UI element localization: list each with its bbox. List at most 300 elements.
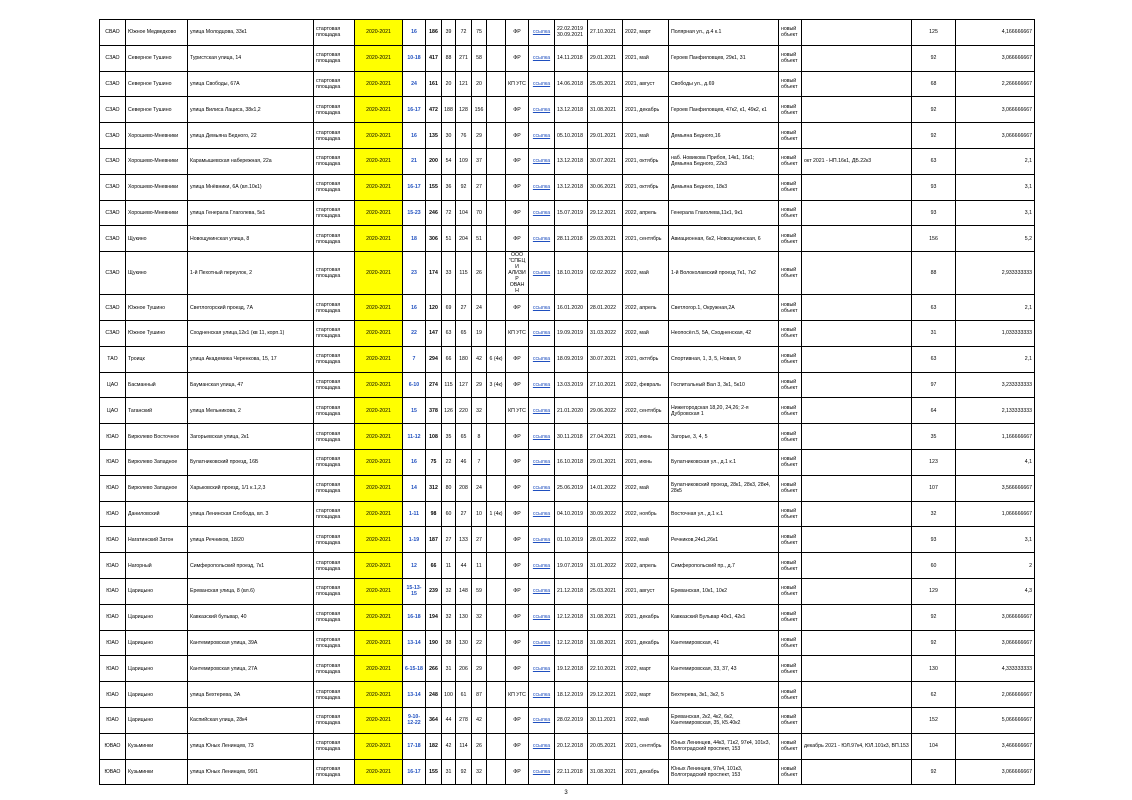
address-cell: Каспийская улица, 28к4 [188, 707, 314, 733]
fund-cell: ФР [506, 759, 529, 785]
target-address-cell: Юных Ленинцев, 97к4, 101к3, Волгоградский проспект, 153 [669, 759, 779, 785]
table-row [100, 759, 1035, 785]
fund-cell: КП УГС [506, 682, 529, 708]
count-cell: 66 [442, 346, 456, 372]
count-cell: 109 [456, 148, 472, 174]
address-cell: Бауманская улица, 47 [188, 372, 314, 398]
count-cell [487, 424, 506, 450]
date-cell: 02.02.2022 [588, 252, 623, 295]
stage-cell: 16-17 [403, 759, 426, 785]
stage-cell: 13-14 [403, 630, 426, 656]
source-link[interactable]: ссылка [532, 356, 551, 363]
ratio-cell: 2 [956, 553, 1035, 579]
date-cell: 31.08.2021 [588, 97, 623, 123]
source-link[interactable]: ссылка [532, 588, 551, 595]
count-cell [487, 449, 506, 475]
floors-cell: 190 [426, 630, 442, 656]
source-link[interactable]: ссылка [532, 743, 551, 750]
quantity-cell: 92 [912, 123, 956, 149]
date-cell: 29.01.2021 [588, 449, 623, 475]
date-cell: 25.03.2021 [588, 578, 623, 604]
count-cell: 26 [472, 733, 487, 759]
month-cell: 2021, октябрь [623, 346, 669, 372]
period-cell: 2020-2021 [355, 578, 403, 604]
status-cell: новый объект [779, 200, 802, 226]
site-type-cell: стартовая площадка [314, 733, 355, 759]
status-cell: новый объект [779, 578, 802, 604]
source-link[interactable]: ссылка [532, 433, 551, 440]
period-cell: 2020-2021 [355, 682, 403, 708]
month-cell: 2021, декабрь [623, 630, 669, 656]
source-link[interactable]: ссылка [532, 510, 551, 517]
count-cell [487, 200, 506, 226]
source-link[interactable]: ссылка [532, 381, 551, 388]
table-row [100, 148, 1035, 174]
date-cell: 19.12.2018 [555, 656, 588, 682]
address-cell: Новощукинская улица, 8 [188, 226, 314, 252]
date-cell: 25.05.2021 [588, 71, 623, 97]
month-cell: 2022, сентябрь [623, 398, 669, 424]
table-row [100, 449, 1035, 475]
floors-cell: 161 [426, 71, 442, 97]
date-cell: 31.08.2021 [588, 604, 623, 630]
count-cell: 31 [442, 759, 456, 785]
housing-table [99, 19, 1035, 785]
source-link[interactable]: ссылка [532, 665, 551, 672]
month-cell: 2021, октябрь [623, 148, 669, 174]
source-link[interactable]: ссылка [532, 270, 551, 277]
status-cell: новый объект [779, 759, 802, 785]
stage-cell: 23 [403, 252, 426, 295]
period-cell: 2020-2021 [355, 71, 403, 97]
count-cell: 27 [456, 295, 472, 321]
period-cell: 2020-2021 [355, 174, 403, 200]
target-address-cell: Кантемировская, 41 [669, 630, 779, 656]
table-row [100, 372, 1035, 398]
target-address-cell: Бехтерева, 3к1, 3к2, 5 [669, 682, 779, 708]
source-link[interactable]: ссылка [532, 80, 551, 87]
month-cell: 2021, декабрь [623, 604, 669, 630]
ratio-cell: 2,1 [956, 295, 1035, 321]
link-cell [529, 553, 555, 579]
count-cell: 220 [456, 398, 472, 424]
floors-cell: 312 [426, 475, 442, 501]
site-type-cell: стартовая площадка [314, 20, 355, 46]
okrug-cell: ЮВАО [100, 759, 126, 785]
site-type-cell: стартовая площадка [314, 424, 355, 450]
status-cell: новый объект [779, 682, 802, 708]
source-link[interactable]: ссылка [532, 29, 551, 36]
source-link[interactable]: ссылка [532, 407, 551, 414]
address-cell: Светлогорский проезд, 7А [188, 295, 314, 321]
count-cell [487, 123, 506, 149]
note-cell [802, 123, 912, 149]
status-cell: новый объект [779, 346, 802, 372]
date-cell: 18.12.2019 [555, 682, 588, 708]
count-cell: 29 [472, 372, 487, 398]
count-cell: 188 [442, 97, 456, 123]
address-cell: улица Мельникова, 2 [188, 398, 314, 424]
quantity-cell: 92 [912, 45, 956, 71]
address-cell: улица Мнёвники, 6А (вл.10к1) [188, 174, 314, 200]
source-link[interactable]: ссылка [532, 158, 551, 165]
period-cell: 2020-2021 [355, 123, 403, 149]
fund-cell: ООО "СПЕЦИ АЛИЗИР ОВАНН [506, 252, 529, 295]
ratio-cell: 2,066666667 [956, 682, 1035, 708]
quantity-cell: 93 [912, 174, 956, 200]
okrug-cell: ЮАО [100, 475, 126, 501]
site-type-cell: стартовая площадка [314, 320, 355, 346]
source-link[interactable]: ссылка [532, 55, 551, 62]
count-cell: 38 [442, 630, 456, 656]
status-cell: новый объект [779, 707, 802, 733]
note-cell [802, 501, 912, 527]
month-cell: 2021, май [623, 123, 669, 149]
table-body [100, 20, 1035, 785]
note-cell [802, 320, 912, 346]
month-cell: 2021, август [623, 578, 669, 604]
count-cell: 206 [456, 656, 472, 682]
count-cell: 88 [442, 45, 456, 71]
stage-cell: 6-15-18 [403, 656, 426, 682]
note-cell [802, 578, 912, 604]
count-cell [487, 252, 506, 295]
count-cell: 37 [472, 148, 487, 174]
link-cell [529, 604, 555, 630]
site-type-cell: стартовая площадка [314, 45, 355, 71]
count-cell [487, 527, 506, 553]
district-cell: Южное Тушино [126, 295, 188, 321]
table-row [100, 682, 1035, 708]
floors-cell: 364 [426, 707, 442, 733]
district-cell: Троицк [126, 346, 188, 372]
note-cell [802, 226, 912, 252]
period-cell: 2020-2021 [355, 424, 403, 450]
month-cell: 2022, май [623, 475, 669, 501]
source-link[interactable]: ссылка [532, 459, 551, 466]
period-cell: 2020-2021 [355, 553, 403, 579]
month-cell: 2022, май [623, 707, 669, 733]
quantity-cell: 31 [912, 320, 956, 346]
source-link[interactable]: ссылка [532, 132, 551, 139]
floors-cell: 155 [426, 759, 442, 785]
source-link[interactable]: ссылка [532, 562, 551, 569]
site-type-cell: стартовая площадка [314, 475, 355, 501]
fund-cell: ФР [506, 174, 529, 200]
date-cell: 29.12.2021 [588, 682, 623, 708]
month-cell: 2021, июнь [623, 424, 669, 450]
target-address-cell: Демьяна Бедного, 18к3 [669, 174, 779, 200]
count-cell: 72 [456, 20, 472, 46]
ratio-cell: 4,1 [956, 449, 1035, 475]
period-cell: 2020-2021 [355, 226, 403, 252]
district-cell: Царицыно [126, 630, 188, 656]
period-cell: 2020-2021 [355, 656, 403, 682]
source-link[interactable]: ссылка [532, 691, 551, 698]
month-cell: 2021, декабрь [623, 97, 669, 123]
okrug-cell: ЮАО [100, 682, 126, 708]
site-type-cell: стартовая площадка [314, 527, 355, 553]
status-cell: новый объект [779, 553, 802, 579]
status-cell: новый объект [779, 252, 802, 295]
date-cell: 27.10.2021 [588, 20, 623, 46]
source-link[interactable]: ссылка [532, 330, 551, 337]
status-cell: новый объект [779, 174, 802, 200]
count-cell: 72 [442, 200, 456, 226]
source-link[interactable]: ссылка [532, 485, 551, 492]
fund-cell: ФР [506, 656, 529, 682]
table-row [100, 200, 1035, 226]
target-address-cell: Симферопольский пр., д.7 [669, 553, 779, 579]
count-cell: 51 [442, 226, 456, 252]
table-row [100, 656, 1035, 682]
okrug-cell: ЮАО [100, 449, 126, 475]
fund-cell: ФР [506, 707, 529, 733]
count-cell [487, 45, 506, 71]
note-cell [802, 252, 912, 295]
period-cell: 2020-2021 [355, 346, 403, 372]
source-link[interactable]: ссылка [532, 209, 551, 216]
date-cell: 30.11.2021 [588, 707, 623, 733]
note-cell [802, 656, 912, 682]
okrug-cell: СЗАО [100, 71, 126, 97]
target-address-cell: Загорье, 3, 4, 5 [669, 424, 779, 450]
count-cell: 32 [472, 398, 487, 424]
link-cell [529, 71, 555, 97]
count-cell: 31 [442, 656, 456, 682]
count-cell [487, 475, 506, 501]
quantity-cell: 93 [912, 200, 956, 226]
okrug-cell: ЮАО [100, 501, 126, 527]
fund-cell: ФР [506, 449, 529, 475]
count-cell: 27 [472, 174, 487, 200]
source-link[interactable]: ссылка [532, 235, 551, 242]
period-cell: 2020-2021 [355, 45, 403, 71]
site-type-cell: стартовая площадка [314, 501, 355, 527]
floors-cell: 75 [426, 449, 442, 475]
district-cell: Бирюлево Западное [126, 449, 188, 475]
table-row [100, 346, 1035, 372]
floors-cell: 66 [426, 553, 442, 579]
target-address-cell: Полярная ул., д.4 к.1 [669, 20, 779, 46]
site-type-cell: стартовая площадка [314, 123, 355, 149]
date-cell: 19.07.2019 [555, 553, 588, 579]
link-cell [529, 346, 555, 372]
count-cell: 8 [472, 424, 487, 450]
stage-cell: 12 [403, 553, 426, 579]
date-cell: 01.10.2019 [555, 527, 588, 553]
date-cell: 30.06.2021 [588, 174, 623, 200]
okrug-cell: ЮАО [100, 424, 126, 450]
table-row [100, 45, 1035, 71]
target-address-cell: Кавказский Бульвар 40к1, 42к1 [669, 604, 779, 630]
status-cell: новый объект [779, 475, 802, 501]
count-cell: 133 [456, 527, 472, 553]
count-cell: 27 [442, 527, 456, 553]
floors-cell: 155 [426, 174, 442, 200]
count-cell: 208 [456, 475, 472, 501]
note-cell [802, 295, 912, 321]
period-cell: 2020-2021 [355, 97, 403, 123]
month-cell: 2022, март [623, 656, 669, 682]
count-cell: 148 [456, 578, 472, 604]
quantity-cell: 60 [912, 553, 956, 579]
note-cell [802, 97, 912, 123]
ratio-cell: 4,166666667 [956, 20, 1035, 46]
date-cell: 29.01.2021 [588, 45, 623, 71]
count-cell: 33 [442, 252, 456, 295]
floors-cell: 378 [426, 398, 442, 424]
ratio-cell: 4,3 [956, 578, 1035, 604]
okrug-cell: СЗАО [100, 226, 126, 252]
source-link[interactable]: ссылка [532, 717, 551, 724]
count-cell: 130 [456, 604, 472, 630]
period-cell: 2020-2021 [355, 252, 403, 295]
fund-cell: ФР [506, 372, 529, 398]
address-cell: Симферопольский проезд, 7к1 [188, 553, 314, 579]
okrug-cell: СЗАО [100, 97, 126, 123]
ratio-cell: 5,2 [956, 226, 1035, 252]
count-cell: 27 [472, 527, 487, 553]
stage-cell: 14 [403, 475, 426, 501]
quantity-cell: 93 [912, 527, 956, 553]
count-cell: 278 [456, 707, 472, 733]
count-cell: 32 [442, 604, 456, 630]
count-cell: 30 [442, 123, 456, 149]
date-cell: 21.12.2018 [555, 578, 588, 604]
target-address-cell: Восточная ул., д.1 к.1 [669, 501, 779, 527]
address-cell: Кантемировская улица, 39А [188, 630, 314, 656]
status-cell: новый объект [779, 527, 802, 553]
source-link[interactable]: ссылка [532, 536, 551, 543]
district-cell: Нагатинский Затон [126, 527, 188, 553]
district-cell: Южное Тушино [126, 320, 188, 346]
date-cell: 30.07.2021 [588, 346, 623, 372]
period-cell: 2020-2021 [355, 449, 403, 475]
fund-cell: ФР [506, 604, 529, 630]
count-cell: 32 [472, 759, 487, 785]
address-cell: улица Бехтерева, 3А [188, 682, 314, 708]
quantity-cell: 62 [912, 682, 956, 708]
count-cell: 271 [456, 45, 472, 71]
address-cell: улица Юных Ленинцев, 99/1 [188, 759, 314, 785]
count-cell: 44 [456, 553, 472, 579]
quantity-cell: 125 [912, 20, 956, 46]
source-link[interactable]: ссылка [532, 768, 551, 775]
note-cell [802, 174, 912, 200]
date-cell: 28.11.2018 [555, 226, 588, 252]
fund-cell: ФР [506, 527, 529, 553]
district-cell: Басманный [126, 372, 188, 398]
count-cell [487, 226, 506, 252]
floors-cell: 120 [426, 295, 442, 321]
status-cell: новый объект [779, 424, 802, 450]
stage-cell: 21 [403, 148, 426, 174]
count-cell [487, 707, 506, 733]
count-cell [487, 71, 506, 97]
period-cell: 2020-2021 [355, 20, 403, 46]
floors-cell: 294 [426, 346, 442, 372]
table-row [100, 123, 1035, 149]
date-cell: 30.09.2022 [588, 501, 623, 527]
table-row [100, 320, 1035, 346]
target-address-cell: Демьяна Бедного,16 [669, 123, 779, 149]
date-cell: 31.08.2021 [588, 759, 623, 785]
target-address-cell: Неопосёл.5, 5А, Сходненская, 42 [669, 320, 779, 346]
count-cell: 27 [456, 501, 472, 527]
ratio-cell: 2,133333333 [956, 398, 1035, 424]
site-type-cell: стартовая площадка [314, 200, 355, 226]
address-cell: улица Демьяна Бедного, 22 [188, 123, 314, 149]
count-cell: 115 [456, 252, 472, 295]
note-cell [802, 20, 912, 46]
period-cell: 2020-2021 [355, 398, 403, 424]
okrug-cell: ЦАО [100, 398, 126, 424]
site-type-cell: стартовая площадка [314, 759, 355, 785]
fund-cell: ФР [506, 97, 529, 123]
status-cell: новый объект [779, 398, 802, 424]
status-cell: новый объект [779, 501, 802, 527]
stage-cell: 16 [403, 123, 426, 149]
ratio-cell: 3,066666667 [956, 123, 1035, 149]
count-cell: 115 [442, 372, 456, 398]
site-type-cell: стартовая площадка [314, 553, 355, 579]
floors-cell: 417 [426, 45, 442, 71]
ratio-cell: 3,566666667 [956, 475, 1035, 501]
month-cell: 2022, апрель [623, 200, 669, 226]
count-cell [487, 398, 506, 424]
quantity-cell: 92 [912, 759, 956, 785]
count-cell [487, 604, 506, 630]
source-link[interactable]: ссылка [532, 184, 551, 191]
ratio-cell: 3,233333333 [956, 372, 1035, 398]
floors-cell: 147 [426, 320, 442, 346]
site-type-cell: стартовая площадка [314, 604, 355, 630]
source-link[interactable]: ссылка [532, 639, 551, 646]
month-cell: 2021, май [623, 45, 669, 71]
ratio-cell: 1,066666667 [956, 501, 1035, 527]
fund-cell: ФР [506, 20, 529, 46]
date-cell: 12.12.2018 [555, 630, 588, 656]
source-link[interactable]: ссылка [532, 106, 551, 113]
ratio-cell: 3,066666667 [956, 630, 1035, 656]
target-address-cell: Свободы ул., д.69 [669, 71, 779, 97]
count-cell: 121 [456, 71, 472, 97]
address-cell: улица Ленинская Слобода, вл. 3 [188, 501, 314, 527]
link-cell [529, 252, 555, 295]
stage-cell: 16 [403, 449, 426, 475]
source-link[interactable]: ссылка [532, 304, 551, 311]
source-link[interactable]: ссылка [532, 614, 551, 621]
fund-cell: ФР [506, 578, 529, 604]
link-cell [529, 527, 555, 553]
ratio-cell: 3,066666667 [956, 759, 1035, 785]
site-type-cell: стартовая площадка [314, 578, 355, 604]
link-cell [529, 226, 555, 252]
date-cell: 20.12.2018 [555, 733, 588, 759]
date-cell: 12.12.2018 [555, 604, 588, 630]
fund-cell: КП УГС [506, 398, 529, 424]
ratio-cell: 3,066666667 [956, 45, 1035, 71]
status-cell: новый объект [779, 320, 802, 346]
count-cell [487, 148, 506, 174]
count-cell: 46 [456, 449, 472, 475]
date-cell: 04.10.2019 [555, 501, 588, 527]
address-cell: улица Свободы, 67А [188, 71, 314, 97]
stage-cell: 17-18 [403, 733, 426, 759]
target-address-cell: Кантемировская, 33, 37, 43 [669, 656, 779, 682]
count-cell: 32 [472, 604, 487, 630]
